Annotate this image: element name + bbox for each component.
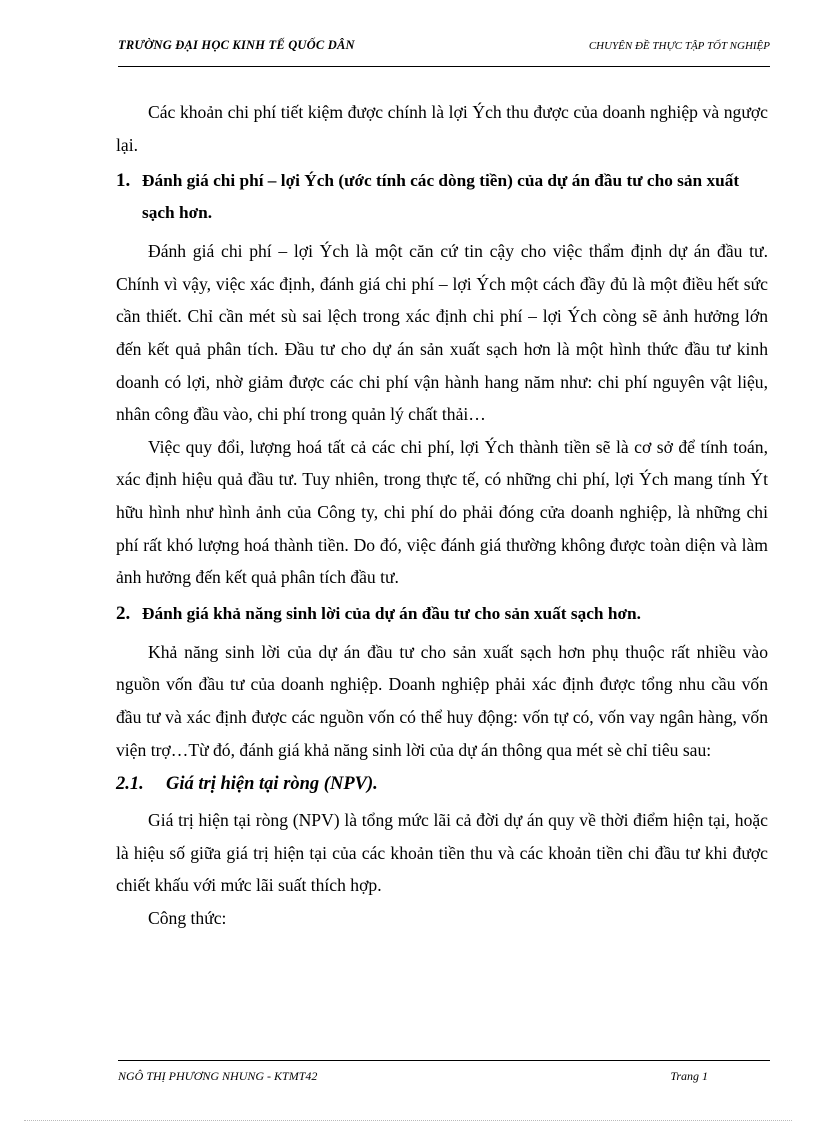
subsection-heading-2-1 — [116, 768, 768, 800]
section-title: Đánh giá chi phí – lợi Ých (ước tính các dòng tiền) của dự án đầu tư cho sản xuất sạch hơn. — [142, 171, 740, 223]
header-report-title: CHUYÊN ĐỀ THỰC TẬP TỐT NGHIỆP — [588, 40, 770, 52]
section-heading-2 — [116, 598, 768, 630]
paragraph-cost-benefit: Đánh giá chi phí – lợi Ých là một căn cứ tin cậy cho việc thẩm định dự án đầu tư. Chính vì vậy, việc xác định, đánh giá chi phí – lợi Ých một cách đầy đủ là một điều hết sức cần thiết. Chỉ cần mét sù sai lệch trong xác định chi phí – lợi Ých còng sẽ ảnh hưởng lớn đến kết quả phân tích. Đầu tư cho dự án sản xuất sạch hơn là một hình thức đầu tư kinh doanh có lợi, nhờ giảm được các chi phí vận hành hang năm như: chi phí nguyên vật liệu, nhân công đầu vào, chi phí trong quản lý chất thải… — [116, 241, 768, 425]
section-heading-1 — [116, 165, 768, 229]
page-header — [118, 36, 770, 67]
footer-author: NGÔ THỊ PHƯƠNG NHUNG - KTMT42 — [118, 1069, 318, 1083]
paragraph-formula-label: Công thức: — [148, 907, 227, 928]
section-number: 2. — [116, 602, 131, 624]
paragraph-profitability: Khả năng sinh lời của dự án đầu tư cho sản xuất sạch hơn phụ thuộc rất nhiều vào nguồn vốn đầu tư của doanh nghiệp. Doanh nghiệp phải xác định được tổng nhu cầu vốn đầu tư và xác định được các nguồn vốn có thể huy động: vốn tự có, vốn vay ngân hàng, vốn viện trợ…Từ đó, đánh giá khả năng sinh lời của dự án thông qua mét sè chỉ tiêu sau: — [116, 641, 768, 760]
page-body — [116, 96, 768, 934]
page-boundary-divider — [24, 1120, 792, 1121]
paragraph-intro: Các khoản chi phí tiết kiệm được chính là lợi Ých thu được của doanh nghiệp và ngược lại. — [116, 102, 768, 155]
section-number: 1. — [116, 170, 131, 192]
header-university: TRƯỜNG ĐẠI HỌC KINH TẾ QUỐC DÂN — [118, 38, 355, 52]
subsection-number: 2.1. — [116, 774, 144, 795]
paragraph-quantification: Việc quy đổi, lượng hoá tất cả các chi phí, lợi Ých thành tiền sẽ là cơ sở để tính toán, xác định hiệu quả đầu tư. Tuy nhiên, trong thực tế, có những chi phí, lợi Ých mang tính Ýt hữu hình như hình ảnh của Công ty, chi phí do phải đóng cửa doanh nghiệp, là những chi phí rất khó lượng hoá thành tiền. Do đó, việc đánh giá thường không được toàn diện và làm ảnh hưởng đến kết quả phân tích đầu tư. — [116, 436, 768, 588]
section-title: Đánh giá khả năng sinh lời của dự án đầu tư cho sản xuất sạch hơn. — [142, 603, 641, 623]
subsection-title: Giá trị hiện tại ròng (NPV). — [166, 774, 378, 795]
paragraph-npv-definition: Giá trị hiện tại ròng (NPV) là tổng mức lãi cả đời dự án quy về thời điểm hiện tại, hoặc là hiệu số giữa giá trị hiện tại của các khoản tiền thu và các khoản tiền chi đầu tư khi được chiết khấu với mức lãi suất thích hợp. — [116, 810, 768, 896]
footer-page-number: Trang 1 — [670, 1069, 708, 1083]
page-footer — [118, 1060, 770, 1089]
